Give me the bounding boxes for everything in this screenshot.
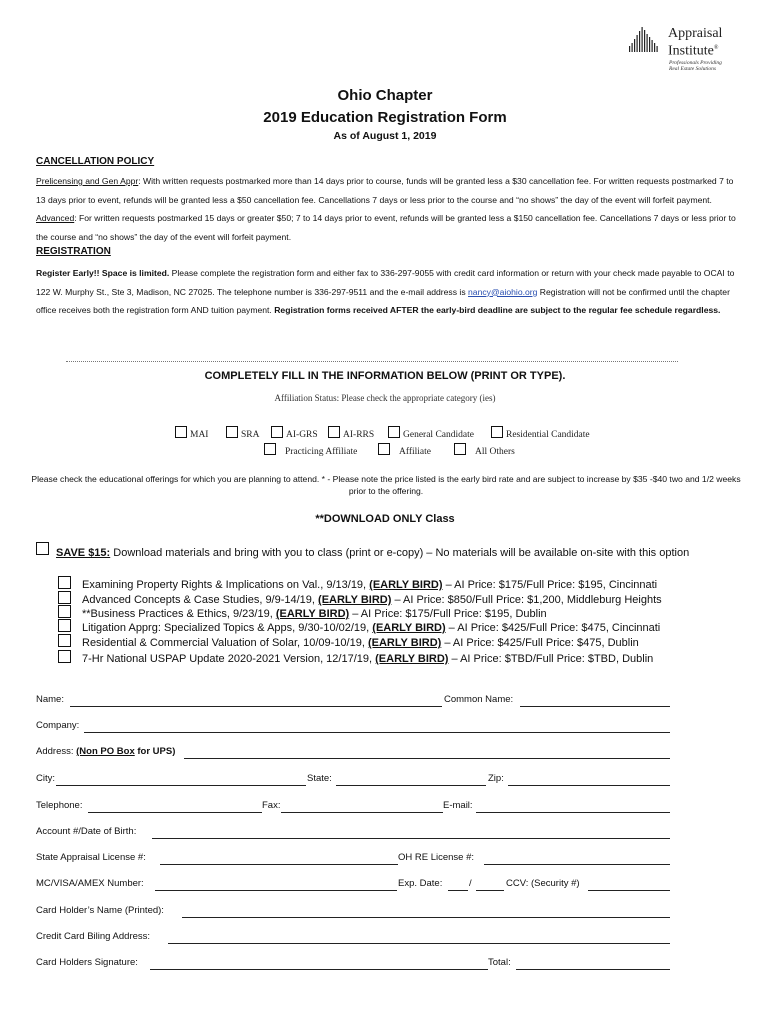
checkbox[interactable] <box>175 426 187 438</box>
exp-year-field[interactable] <box>476 890 504 891</box>
common-name-field[interactable] <box>520 706 670 707</box>
checkbox[interactable] <box>58 650 71 663</box>
ccv-field[interactable] <box>588 890 670 891</box>
card-holder-name-label: Card Holder’s Name (Printed): <box>36 905 164 916</box>
checkbox[interactable] <box>271 426 283 438</box>
total-field[interactable] <box>516 969 670 970</box>
checkbox[interactable] <box>58 634 71 647</box>
exp-slash: / <box>469 878 472 889</box>
logo-word-institute: Institute® <box>668 43 719 59</box>
download-only-heading: **DOWNLOAD ONLY Class <box>315 513 455 525</box>
registration-heading: REGISTRATION <box>36 246 111 257</box>
common-name-label: Common Name: <box>444 694 514 705</box>
name-label: Name: <box>36 694 64 705</box>
company-label: Company: <box>36 720 80 731</box>
checkbox[interactable] <box>378 443 390 455</box>
total-label: Total: <box>488 957 511 968</box>
affiliation-practicing-affiliate[interactable]: Practicing Affiliate <box>264 443 357 457</box>
card-number-label: MC/VISA/AMEX Number: <box>36 878 144 889</box>
course-item[interactable]: 7-Hr National USPAP Update 2020-2021 Version, 12/17/19, (EARLY BIRD) – AI Price: $TBD/Full Price: $TBD, Dublin <box>58 650 653 665</box>
affiliation-residential-candidate[interactable]: Residential Candidate <box>491 426 590 440</box>
as-of-date: As of August 1, 2019 <box>333 130 437 142</box>
ccv-label: CCV: (Security #) <box>506 878 580 889</box>
company-field[interactable] <box>84 732 670 733</box>
divider <box>66 361 678 362</box>
save-15-option[interactable]: SAVE $15: Download materials and bring with you to class (print or e-copy) – No materials will be available on-site with this option <box>36 542 689 559</box>
oh-license-field[interactable] <box>484 864 670 865</box>
card-number-field[interactable] <box>155 890 397 891</box>
email-link[interactable]: nancy@aiohio.org <box>468 286 538 297</box>
form-title: 2019 Education Registration Form <box>263 109 507 126</box>
offerings-instruction: Please check the educational offerings for which you are planning to attend. * - Please note the price listed is the early bird rate and are subject to increase by $35 -$40 two and 1/2 weeks prior to the offering. <box>31 474 741 496</box>
state-field[interactable] <box>336 785 486 786</box>
telephone-label: Telephone: <box>36 800 83 811</box>
billing-address-label: Credit Card Biling Address: <box>36 931 151 942</box>
logo-tagline-1: Professionals Providing <box>669 60 722 66</box>
email-field[interactable] <box>476 812 670 813</box>
checkbox[interactable] <box>58 576 71 589</box>
address-field[interactable] <box>184 758 670 759</box>
affiliation-sra[interactable]: SRA <box>226 426 259 440</box>
affiliation-status-text: Affiliation Status: Please check the appropriate category (ies) <box>274 393 496 403</box>
checkbox[interactable] <box>491 426 503 438</box>
affiliation-affiliate[interactable]: Affiliate <box>378 443 431 457</box>
signature-field[interactable] <box>150 969 488 970</box>
checkbox[interactable] <box>328 426 340 438</box>
exp-date-label: Exp. Date: <box>398 878 443 889</box>
card-holder-name-field[interactable] <box>182 917 670 918</box>
appraisal-institute-logo <box>628 24 738 76</box>
city-label: City: <box>36 773 55 784</box>
address-label: Address: (Non PO Box for UPS) <box>36 746 176 757</box>
affiliation-mai[interactable]: MAI <box>175 426 208 440</box>
billing-address-field[interactable] <box>168 943 670 944</box>
cancellation-heading: CANCELLATION POLICY <box>36 156 155 167</box>
course-item[interactable]: Residential & Commercial Valuation of Solar, 10/09-10/19, (EARLY BIRD) – AI Price: $425/Full Price: $475, Dublin <box>58 634 639 649</box>
name-field[interactable] <box>70 706 442 707</box>
affiliation-ai-grs[interactable]: AI-GRS <box>271 426 318 440</box>
chapter-title: Ohio Chapter <box>337 87 433 104</box>
account-dob-label: Account #/Date of Birth: <box>36 826 137 837</box>
logo-word-appraisal: Appraisal <box>668 26 723 41</box>
zip-label: Zip: <box>488 773 504 784</box>
state-license-field[interactable] <box>160 864 398 865</box>
city-field[interactable] <box>56 785 306 786</box>
state-label: State: <box>307 773 332 784</box>
fax-field[interactable] <box>281 812 443 813</box>
telephone-field[interactable] <box>88 812 262 813</box>
skyline-icon <box>628 26 662 52</box>
affiliation-all-others[interactable]: All Others <box>454 443 515 457</box>
checkbox[interactable] <box>264 443 276 455</box>
oh-license-label: OH RE License #: <box>398 852 475 863</box>
fill-in-heading: COMPLETELY FILL IN THE INFORMATION BELOW (PRINT OR TYPE). <box>204 370 566 382</box>
affiliation-general-candidate[interactable]: General Candidate <box>388 426 474 440</box>
checkbox[interactable] <box>36 542 49 555</box>
cancellation-policy-text: Prelicensing and Gen Appr: With written requests postmarked more than 14 days prior to course, funds will be granted less a $30 cancellation fee. For written requests postmarked 7 to 13 days prior to event, refunds will be granted less a $50 cancellation fee. Cancellations 7 days or less prior to the course and “no shows” the day of the event will forfeit payment. Advanced: For written requests postmarked 15 days or greater $50; 7 to 14 days prior to event, refunds will be granted less a $150 cancellation fee. Cancellations 7 days or less prior to the course and “no shows” the day of the event will forfeit payment. <box>36 176 736 242</box>
course-item[interactable]: Examining Property Rights & Implications on Val., 9/13/19, (EARLY BIRD) – AI Price: $175/Full Price: $195, Cincinnati <box>58 576 657 591</box>
exp-month-field[interactable] <box>448 890 468 891</box>
logo-tagline-2: Real Estate Solutions <box>669 66 717 72</box>
course-item[interactable]: Litigation Apprg: Specialized Topics & Apps, 9/30-10/02/19, (EARLY BIRD) – AI Price: $425/Full Price: $475, Cincinnati <box>58 619 660 634</box>
checkbox[interactable] <box>388 426 400 438</box>
checkbox[interactable] <box>454 443 466 455</box>
state-license-label: State Appraisal License #: <box>36 852 146 863</box>
course-item[interactable]: **Business Practices & Ethics, 9/23/19, (EARLY BIRD) – AI Price: $175/Full Price: $195, Dublin <box>58 605 547 620</box>
checkbox[interactable] <box>58 619 71 632</box>
zip-field[interactable] <box>508 785 670 786</box>
registration-text: Register Early!! Space is limited. Please complete the registration form and either fax to 336-297-9055 with credit card information or return with your check made payable to OCAI to 122 W. Murphy St., Ste 3, Madison, NC 27025. The telephone number is 336-297-9511 and the e-mail address is nancy@aiohio.org Registration will not be confirmed until the chapter office receives both the registration form AND tuition payment. Registration forms received AFTER the early-bird deadline are subject to the regular fee schedule regardless. <box>36 268 735 316</box>
checkbox[interactable] <box>58 605 71 618</box>
fax-label: Fax: <box>262 800 281 811</box>
signature-label: Card Holders Signature: <box>36 957 138 968</box>
affiliation-ai-rrs[interactable]: AI-RRS <box>328 426 374 440</box>
account-dob-field[interactable] <box>152 838 670 839</box>
checkbox[interactable] <box>226 426 238 438</box>
email-label: E-mail: <box>443 800 473 811</box>
checkbox[interactable] <box>58 591 71 604</box>
course-item[interactable]: Advanced Concepts & Case Studies, 9/9-14/19, (EARLY BIRD) – AI Price: $850/Full Price: $1,200, Middleburg Heights <box>58 591 662 606</box>
